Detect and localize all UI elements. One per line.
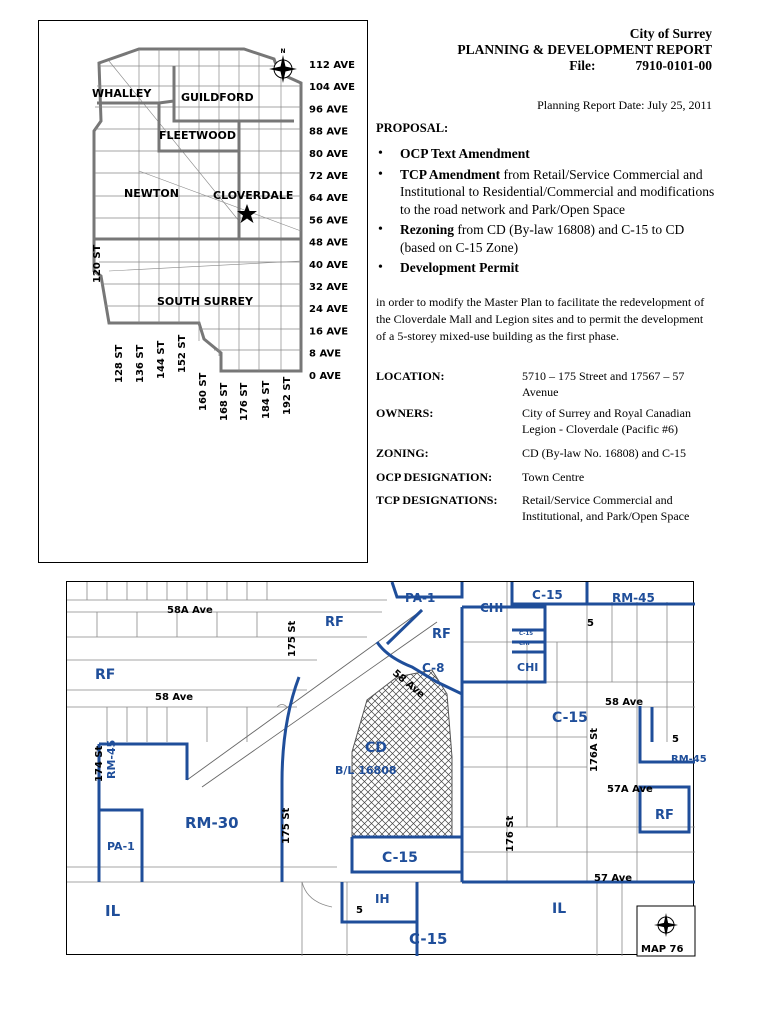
street-label: 57A Ave bbox=[607, 784, 653, 795]
tcp-label: TCP DESIGNATIONS: bbox=[376, 493, 498, 507]
key-map-avenue-label: 80 AVE bbox=[309, 148, 349, 160]
key-map-street-label: 160 ST bbox=[198, 372, 209, 411]
street-label: 57 Ave bbox=[594, 873, 633, 884]
street-label: 175 St bbox=[287, 620, 298, 657]
lot-number-label: 5 bbox=[587, 618, 594, 629]
zone-label: PA-1 bbox=[107, 840, 135, 853]
file-number: 7910-0101-00 bbox=[635, 58, 712, 73]
key-map-avenue-label: 32 AVE bbox=[309, 282, 349, 293]
ocp-label: OCP DESIGNATION: bbox=[376, 470, 493, 484]
site-map bbox=[66, 581, 707, 955]
key-map-avenue-label: 64 AVE bbox=[309, 193, 349, 205]
proposal-item-title: Development Permit bbox=[400, 260, 519, 275]
proposal-purpose: in order to modify the Master Plan to facilitate the redevelopment of the Cloverdale Mall and Legion sites and to permit the development of a 5-storey mixed-use building as the first phase. bbox=[376, 295, 705, 343]
zone-label: CHI bbox=[480, 601, 504, 615]
key-map-district-label: GUILDFORD bbox=[181, 91, 254, 104]
key-map-street-label: 192 ST bbox=[282, 376, 293, 415]
key-map-avenue-label: 112 AVE bbox=[309, 60, 355, 71]
proposal-item bbox=[376, 145, 716, 163]
report-date: Planning Report Date: July 25, 2011 bbox=[537, 98, 712, 112]
location-label: LOCATION: bbox=[376, 369, 445, 383]
lot-number-label: 5 bbox=[356, 905, 363, 916]
ocp-value: Town Centre bbox=[522, 470, 585, 484]
zone-label: RM-45 bbox=[105, 739, 118, 779]
key-map-avenue-label: 96 AVE bbox=[309, 104, 349, 116]
key-map-district-label: SOUTH SURREY bbox=[157, 295, 254, 308]
zoning-value: CD (By-law No. 16808) and C-15 bbox=[522, 446, 686, 460]
svg-text:N: N bbox=[280, 48, 286, 55]
key-map-street-label: 120 ST bbox=[92, 244, 103, 283]
proposal-list bbox=[376, 145, 716, 280]
zone-label: CHI bbox=[519, 641, 530, 647]
proposal-item: • Rezoning from CD (By-law 16808) and C-15 to CD (based on C-15 Zone) bbox=[376, 221, 716, 256]
proposal-item: • TCP Amendment from Retail/Service Commercial and Institutional to Residential/Commercial and modifications to the road network and Park/Open Space bbox=[376, 166, 716, 219]
key-map-avenue-label: 0 AVE bbox=[309, 370, 342, 382]
city-name: City of Surrey bbox=[629, 26, 712, 41]
street-label: 174 St bbox=[94, 745, 105, 782]
key-map-district-label: CLOVERDALE bbox=[213, 189, 294, 202]
zone-label: RF bbox=[325, 615, 344, 630]
zone-label: B/L 16808 bbox=[335, 764, 397, 777]
zone-label: PA-1 bbox=[405, 591, 436, 605]
key-map-avenue-label: 8 AVE bbox=[309, 348, 342, 360]
map-number: MAP 76 bbox=[641, 944, 684, 955]
key-map-avenue-label: 24 AVE bbox=[309, 304, 349, 316]
file-line bbox=[440, 58, 712, 74]
owners-value: City of Surrey and Royal Canadian Legion - Cloverdale (Pacific #6) bbox=[522, 406, 691, 436]
zone-label: RM-45 bbox=[671, 754, 707, 765]
zone-label: C-8 bbox=[422, 661, 445, 675]
zone-label: CHI bbox=[517, 661, 539, 674]
zoning-label: ZONING: bbox=[376, 446, 429, 460]
key-map-street-label: 184 ST bbox=[261, 380, 272, 419]
key-map-street-label: 136 ST bbox=[135, 344, 146, 383]
key-map-avenue-label: 48 AVE bbox=[309, 237, 349, 249]
key-map-avenue-label: 88 AVE bbox=[309, 126, 349, 138]
street-label: 175 St bbox=[281, 807, 292, 844]
key-map-avenue-label: 40 AVE bbox=[309, 259, 349, 271]
site-map-graphic bbox=[67, 582, 707, 956]
key-map-graphic bbox=[39, 21, 369, 564]
zone-label: RM-30 bbox=[185, 814, 239, 832]
proposal-item-title: TCP Amendment bbox=[400, 166, 501, 182]
key-map-avenue-label: 56 AVE bbox=[309, 215, 349, 227]
street-label: 176A St bbox=[589, 727, 600, 772]
lot-number-label: 5 bbox=[672, 734, 679, 745]
proposal-item-title: Rezoning bbox=[400, 222, 454, 237]
zone-label: C-15 bbox=[382, 850, 418, 866]
key-map-avenue-label: 104 AVE bbox=[309, 82, 355, 94]
zone-label: C-15 bbox=[519, 631, 534, 637]
street-label: 58 Ave bbox=[155, 692, 194, 703]
zone-label: RF bbox=[655, 808, 674, 823]
key-map-street-label: 128 ST bbox=[114, 344, 125, 383]
zone-label: IL bbox=[105, 902, 121, 920]
street-label: 58A Ave bbox=[167, 605, 213, 616]
zone-label: C-15 bbox=[532, 588, 563, 602]
key-map-street-label: 168 ST bbox=[219, 382, 230, 421]
key-map-district-label: NEWTON bbox=[124, 187, 179, 200]
key-map-avenue-label: 16 AVE bbox=[309, 326, 349, 338]
report-header bbox=[440, 26, 712, 74]
key-map-street-label: 176 ST bbox=[239, 382, 250, 421]
key-map-district-label: FLEETWOOD bbox=[159, 129, 237, 142]
proposal-item bbox=[376, 259, 716, 277]
key-map-street-label: 144 ST bbox=[156, 340, 167, 379]
street-label: 58 Ave bbox=[390, 667, 427, 701]
zone-label: IL bbox=[552, 901, 567, 917]
zone-label: RF bbox=[95, 667, 116, 683]
zone-label: C-15 bbox=[552, 710, 588, 726]
tcp-value: Retail/Service Commercial and Institutional, and Park/Open Space bbox=[522, 493, 690, 523]
report-title: PLANNING & DEVELOPMENT REPORT bbox=[457, 42, 712, 57]
key-map-street-label: 152 ST bbox=[177, 334, 188, 373]
zone-label: RM-45 bbox=[612, 591, 655, 605]
street-label: 58 Ave bbox=[605, 697, 644, 708]
zone-label: CD bbox=[365, 740, 387, 756]
street-label: 176 St bbox=[505, 815, 516, 852]
key-map-avenue-label: 72 AVE bbox=[309, 171, 349, 182]
file-label: File: bbox=[569, 58, 596, 73]
key-map-district-label: WHALLEY bbox=[92, 87, 152, 100]
proposal-item-title: OCP Text Amendment bbox=[400, 146, 530, 161]
proposal-label: PROPOSAL: bbox=[376, 121, 449, 135]
owners-label: OWNERS: bbox=[376, 406, 434, 420]
key-map bbox=[38, 20, 368, 563]
zone-label: C-15 bbox=[409, 930, 448, 948]
zone-label: IH bbox=[375, 892, 390, 906]
zone-label: RF bbox=[432, 627, 451, 642]
location-value: 5710 – 175 Street and 17567 – 57 Avenue bbox=[522, 369, 685, 399]
